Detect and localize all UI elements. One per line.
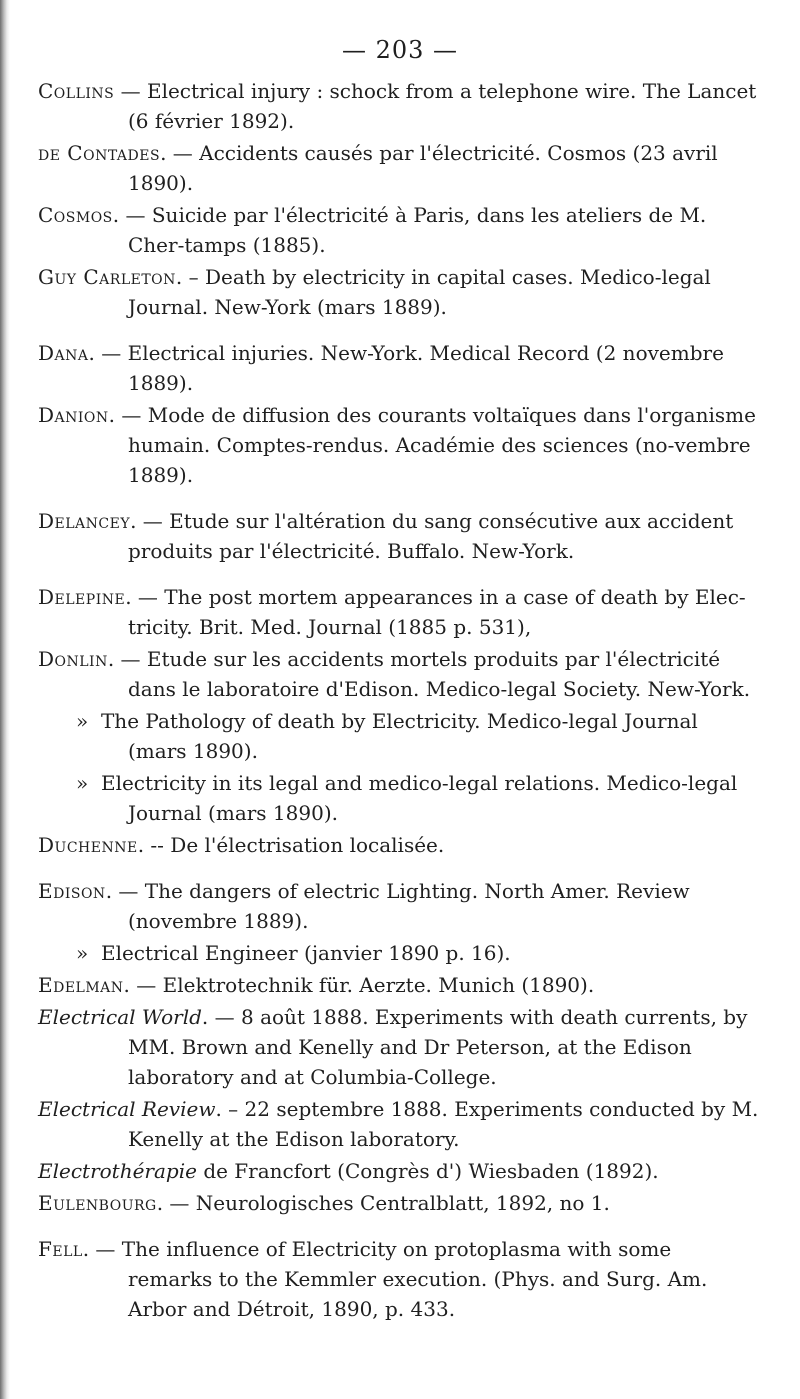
entry-text: Electrical Engineer (janvier 1890 p. 16). bbox=[100, 941, 511, 965]
bibliography-entry bbox=[38, 338, 760, 398]
bibliography-entry bbox=[38, 938, 760, 968]
entry-author: Donlin bbox=[38, 647, 108, 671]
entry-separator: . — bbox=[201, 1005, 241, 1029]
entry-author: Guy Carleton bbox=[38, 265, 176, 289]
bibliography-list bbox=[38, 76, 760, 1324]
entry-text: 22 septembre 1888. Experiments conducted by M. Kenelly at the Edison laboratory. bbox=[128, 1097, 759, 1151]
entry-text: Death by electricity in capital cases. Medico-legal Journal. New-York (mars 1889). bbox=[128, 265, 711, 319]
entry-text: De l'électrisation localisée. bbox=[170, 833, 445, 857]
bibliography-entry bbox=[38, 1094, 760, 1154]
entry-author: Fell bbox=[38, 1237, 83, 1261]
entry-text: The dangers of electric Lighting. North Amer. Review (novembre 1889). bbox=[128, 879, 690, 933]
entry-author: Electrical Review bbox=[38, 1097, 216, 1121]
entry-text: The post mortem appearances in a case of death by Elec-tricity. Brit. Med. Journal (1885 p. 531), bbox=[128, 585, 746, 639]
entry-author: Delancey bbox=[38, 509, 131, 533]
entry-author: Collins bbox=[38, 79, 115, 103]
entry-separator: — bbox=[114, 79, 147, 103]
entry-author: Delepine bbox=[38, 585, 126, 609]
entry-text: Elektrotechnik für. Aerzte. Munich (1890). bbox=[162, 973, 595, 997]
entry-author: Edison bbox=[38, 879, 106, 903]
entry-author: Edelman bbox=[38, 973, 124, 997]
entry-separator bbox=[88, 709, 101, 733]
entry-separator: . — bbox=[156, 1191, 196, 1215]
page-number: — 203 — bbox=[341, 36, 459, 64]
bibliography-entry bbox=[38, 138, 760, 198]
entry-text: Electrical injuries. New-York. Medical Record (2 novembre 1889). bbox=[127, 341, 724, 395]
entry-separator: . – bbox=[215, 1097, 245, 1121]
bibliography-entry bbox=[38, 1002, 760, 1092]
entry-author: Dana bbox=[38, 341, 89, 365]
entry-text: Suicide par l'électricité à Paris, dans les ateliers de M. Cher-tamps (1885). bbox=[128, 203, 707, 257]
entry-text: Electrical injury : schock from a telephone wire. The Lancet (6 février 1892). bbox=[128, 79, 757, 133]
entry-separator: . — bbox=[123, 973, 163, 997]
entry-text: Mode de diffusion des courants voltaïques dans l'organisme humain. Comptes-rendus. Académie des sciences (no-vembre 1889). bbox=[128, 403, 756, 487]
bibliography-entry bbox=[38, 400, 760, 490]
entry-text: Etude sur les accidents mortels produits par l'électricité dans le laboratoire d'Edison. Medico-legal Society. New-York. bbox=[128, 647, 751, 701]
bibliography-entry bbox=[38, 876, 760, 936]
entry-author: Duchenne bbox=[38, 833, 138, 857]
entry-text: de Francfort (Congrès d') Wiesbaden (1892). bbox=[203, 1159, 659, 1183]
bibliography-entry bbox=[38, 506, 760, 566]
entry-separator: . -- bbox=[137, 833, 171, 857]
page-binding-edge bbox=[0, 0, 10, 1399]
entry-author: Eulenbourg bbox=[38, 1191, 157, 1215]
bibliography-entry bbox=[38, 830, 760, 860]
bibliography-entry bbox=[38, 1156, 760, 1186]
entry-separator: . — bbox=[88, 341, 128, 365]
bibliography-entry bbox=[38, 644, 760, 704]
bibliography-entry bbox=[38, 1188, 760, 1218]
entry-separator: . — bbox=[125, 585, 165, 609]
entry-separator: . — bbox=[108, 403, 148, 427]
entry-separator: . — bbox=[160, 141, 200, 165]
entry-author: Danion bbox=[38, 403, 109, 427]
entry-separator bbox=[88, 941, 101, 965]
ditto-mark: » bbox=[76, 771, 89, 795]
entry-separator: . — bbox=[112, 203, 152, 227]
entry-author: Cosmos bbox=[38, 203, 113, 227]
entry-text: Accidents causés par l'électricité. Cosmos (23 avril 1890). bbox=[128, 141, 718, 195]
bibliography-entry bbox=[38, 200, 760, 260]
entry-text: Neurologisches Centralblatt, 1892, no 1. bbox=[195, 1191, 610, 1215]
bibliography-entry bbox=[38, 76, 760, 136]
entry-separator: . – bbox=[175, 265, 205, 289]
entry-text: The Pathology of death by Electricity. Medico-legal Journal (mars 1890). bbox=[100, 709, 698, 763]
entry-text: The influence of Electricity on protoplasma with some remarks to the Kemmler execution. (Phys. and Surg. Am. Arbor and Détroit, 1890, p. 433. bbox=[121, 1237, 708, 1321]
entry-separator: . — bbox=[107, 647, 147, 671]
entry-separator bbox=[88, 771, 101, 795]
entry-text: 8 août 1888. Experiments with death currents, by MM. Brown and Kenelly and Dr Peterson, at the Edison laboratory and at Columbia-College. bbox=[128, 1005, 748, 1089]
entry-separator: . — bbox=[82, 1237, 122, 1261]
bibliography-entry bbox=[38, 706, 760, 766]
entry-separator: . — bbox=[130, 509, 170, 533]
entry-separator: . — bbox=[105, 879, 145, 903]
bibliography-entry bbox=[38, 582, 760, 642]
bibliography-entry bbox=[38, 262, 760, 322]
ditto-mark: » bbox=[76, 709, 89, 733]
entry-author: Electrothérapie bbox=[38, 1159, 197, 1183]
entry-text: Etude sur l'altération du sang consécutive aux accident produits par l'électricité. Buffalo. New-York. bbox=[128, 509, 734, 563]
entry-text: Electricity in its legal and medico-legal relations. Medico-legal Journal (mars 1890). bbox=[100, 771, 738, 825]
bibliography-entry bbox=[38, 768, 760, 828]
ditto-mark: » bbox=[76, 941, 89, 965]
bibliography-entry bbox=[38, 970, 760, 1000]
entry-author: Electrical World bbox=[38, 1005, 202, 1029]
bibliography-entry bbox=[38, 1234, 760, 1324]
entry-author: de Contades bbox=[38, 141, 161, 165]
